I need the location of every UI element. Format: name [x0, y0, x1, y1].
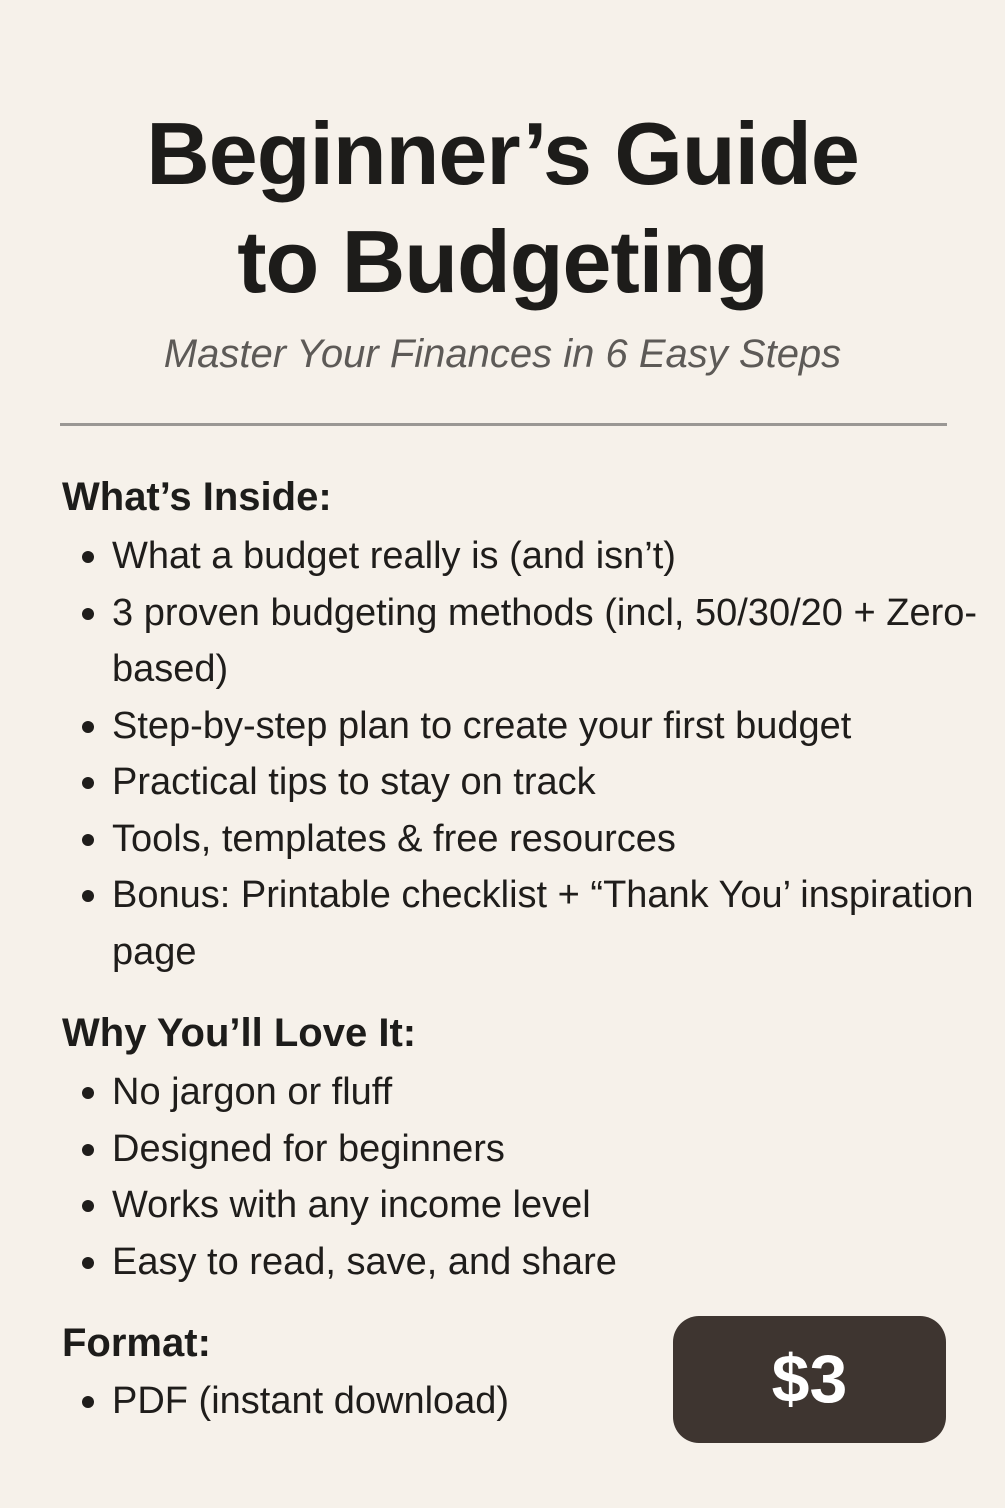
inside-item-text: Practical tips to stay on track: [112, 761, 596, 803]
bullet-icon: [82, 721, 94, 733]
love-list: [62, 1064, 992, 1290]
love-item: [62, 1234, 992, 1291]
love-item-text: No jargon or fluff: [112, 1071, 393, 1113]
inside-item-text: Step-by-step plan to create your first budget: [112, 704, 852, 747]
format-item-text: PDF (instant download): [112, 1380, 510, 1422]
love-item-text: Designed for beginners: [112, 1127, 505, 1170]
inside-list: [62, 528, 992, 980]
inside-item: [62, 698, 992, 755]
inside-item-text: 3 proven budgeting methods (incl, 50/30/20 + Zero-based): [112, 591, 978, 690]
bullet-icon: [82, 1396, 94, 1408]
price-badge[interactable]: $3: [673, 1316, 946, 1443]
inside-item: [62, 585, 992, 698]
page-title: [0, 100, 1005, 316]
inside-item: [62, 867, 992, 980]
inside-item-text: What a budget really is (and isn’t): [112, 535, 676, 577]
subtitle: Master Your Finances in 6 Easy Steps: [163, 332, 842, 376]
bullet-icon: [82, 551, 94, 563]
bullet-icon: [82, 1200, 94, 1212]
bullet-icon: [82, 834, 94, 846]
inside-item: [62, 811, 992, 868]
divider: [60, 423, 947, 426]
bullet-icon: [82, 608, 94, 620]
title-line-2: to Budgeting: [237, 212, 768, 311]
title-line-1: Beginner’s Guide: [146, 104, 859, 203]
love-heading: Why You’ll Love It:: [62, 1011, 417, 1055]
format-heading: Format:: [62, 1321, 211, 1365]
inside-item-text: Bonus: Printable checklist + “Thank You’ inspiration page: [112, 874, 974, 973]
inside-heading: What’s Inside:: [62, 475, 332, 519]
inside-item-text: Tools, templates & free resources: [112, 817, 676, 860]
bullet-icon: [82, 777, 94, 789]
bullet-icon: [82, 1087, 94, 1099]
love-item-text: Easy to read, save, and share: [112, 1240, 617, 1283]
love-item: [62, 1064, 992, 1121]
bullet-icon: [82, 1257, 94, 1269]
format-list: [62, 1373, 672, 1430]
love-item: [62, 1121, 992, 1178]
love-item-text: Works with any income level: [112, 1184, 591, 1226]
format-item: [62, 1373, 672, 1430]
inside-item: [62, 528, 992, 585]
bullet-icon: [82, 890, 94, 902]
bullet-icon: [82, 1144, 94, 1156]
inside-item: [62, 754, 992, 811]
love-item: [62, 1177, 992, 1234]
